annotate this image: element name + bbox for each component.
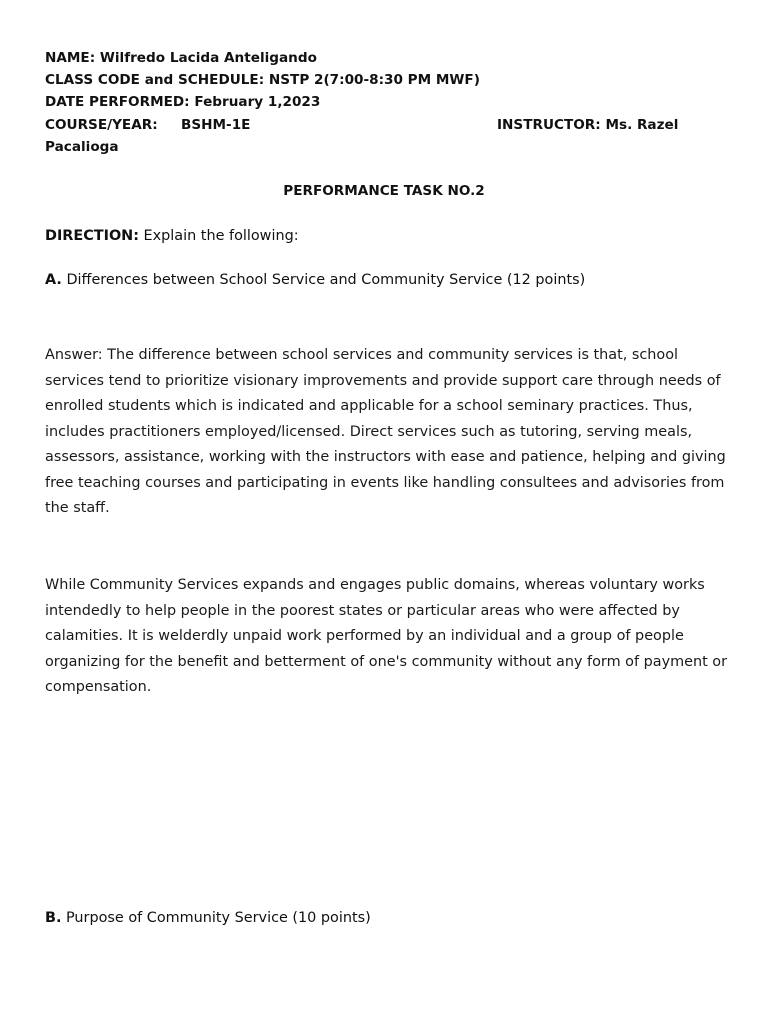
question-a-label: A. xyxy=(45,272,62,288)
answer-paragraph-2: While Community Services expands and engages public domains, whereas voluntary works intendedly to help people in the poorest states or particular areas who were affected by calamities. It is welderdly unpaid work performed by an individual and a group of people organizing for the benefit and betterment of one's community without any form of payment or compensation. xyxy=(45,577,728,695)
instructor-continued: Pacalioga xyxy=(45,139,119,155)
direction-text: Explain the following: xyxy=(138,228,299,244)
direction-label: DIRECTION: xyxy=(45,228,139,244)
question-a-text: Differences between School Service and Community Service (12 points) xyxy=(61,272,586,288)
question-b-text: Purpose of Community Service (10 points) xyxy=(61,910,371,926)
question-a xyxy=(45,270,585,290)
instructor-line: INSTRUCTOR: Ms. Razel xyxy=(497,117,679,133)
course-year-value: BSHM-1E xyxy=(181,117,251,133)
question-b xyxy=(45,908,371,928)
date-performed-line: DATE PERFORMED: February 1,2023 xyxy=(45,94,321,110)
direction-line xyxy=(45,226,299,246)
task-title: PERFORMANCE TASK NO.2 xyxy=(283,183,485,199)
course-year-label: COURSE/YEAR: xyxy=(45,117,158,133)
name-line: NAME: Wilfredo Lacida Anteligando xyxy=(45,50,317,66)
question-b-label: B. xyxy=(45,910,62,926)
answer-paragraph-1: Answer: The difference between school services and community services is that, school services tend to prioritize visionary improvements and provide support care through needs of enrolled students which is indicated and applicable for a school seminary practices. Thus, includes practitioners employed/licensed. Direct services such as tutoring, serving meals, assessors, assistance, working with the instructors with ease and patience, helping and giving free teaching courses and participating in events like handling consultees and advisories from the staff. xyxy=(45,347,726,516)
class-code-line: CLASS CODE and SCHEDULE: NSTP 2(7:00-8:30 PM MWF) xyxy=(45,72,480,88)
